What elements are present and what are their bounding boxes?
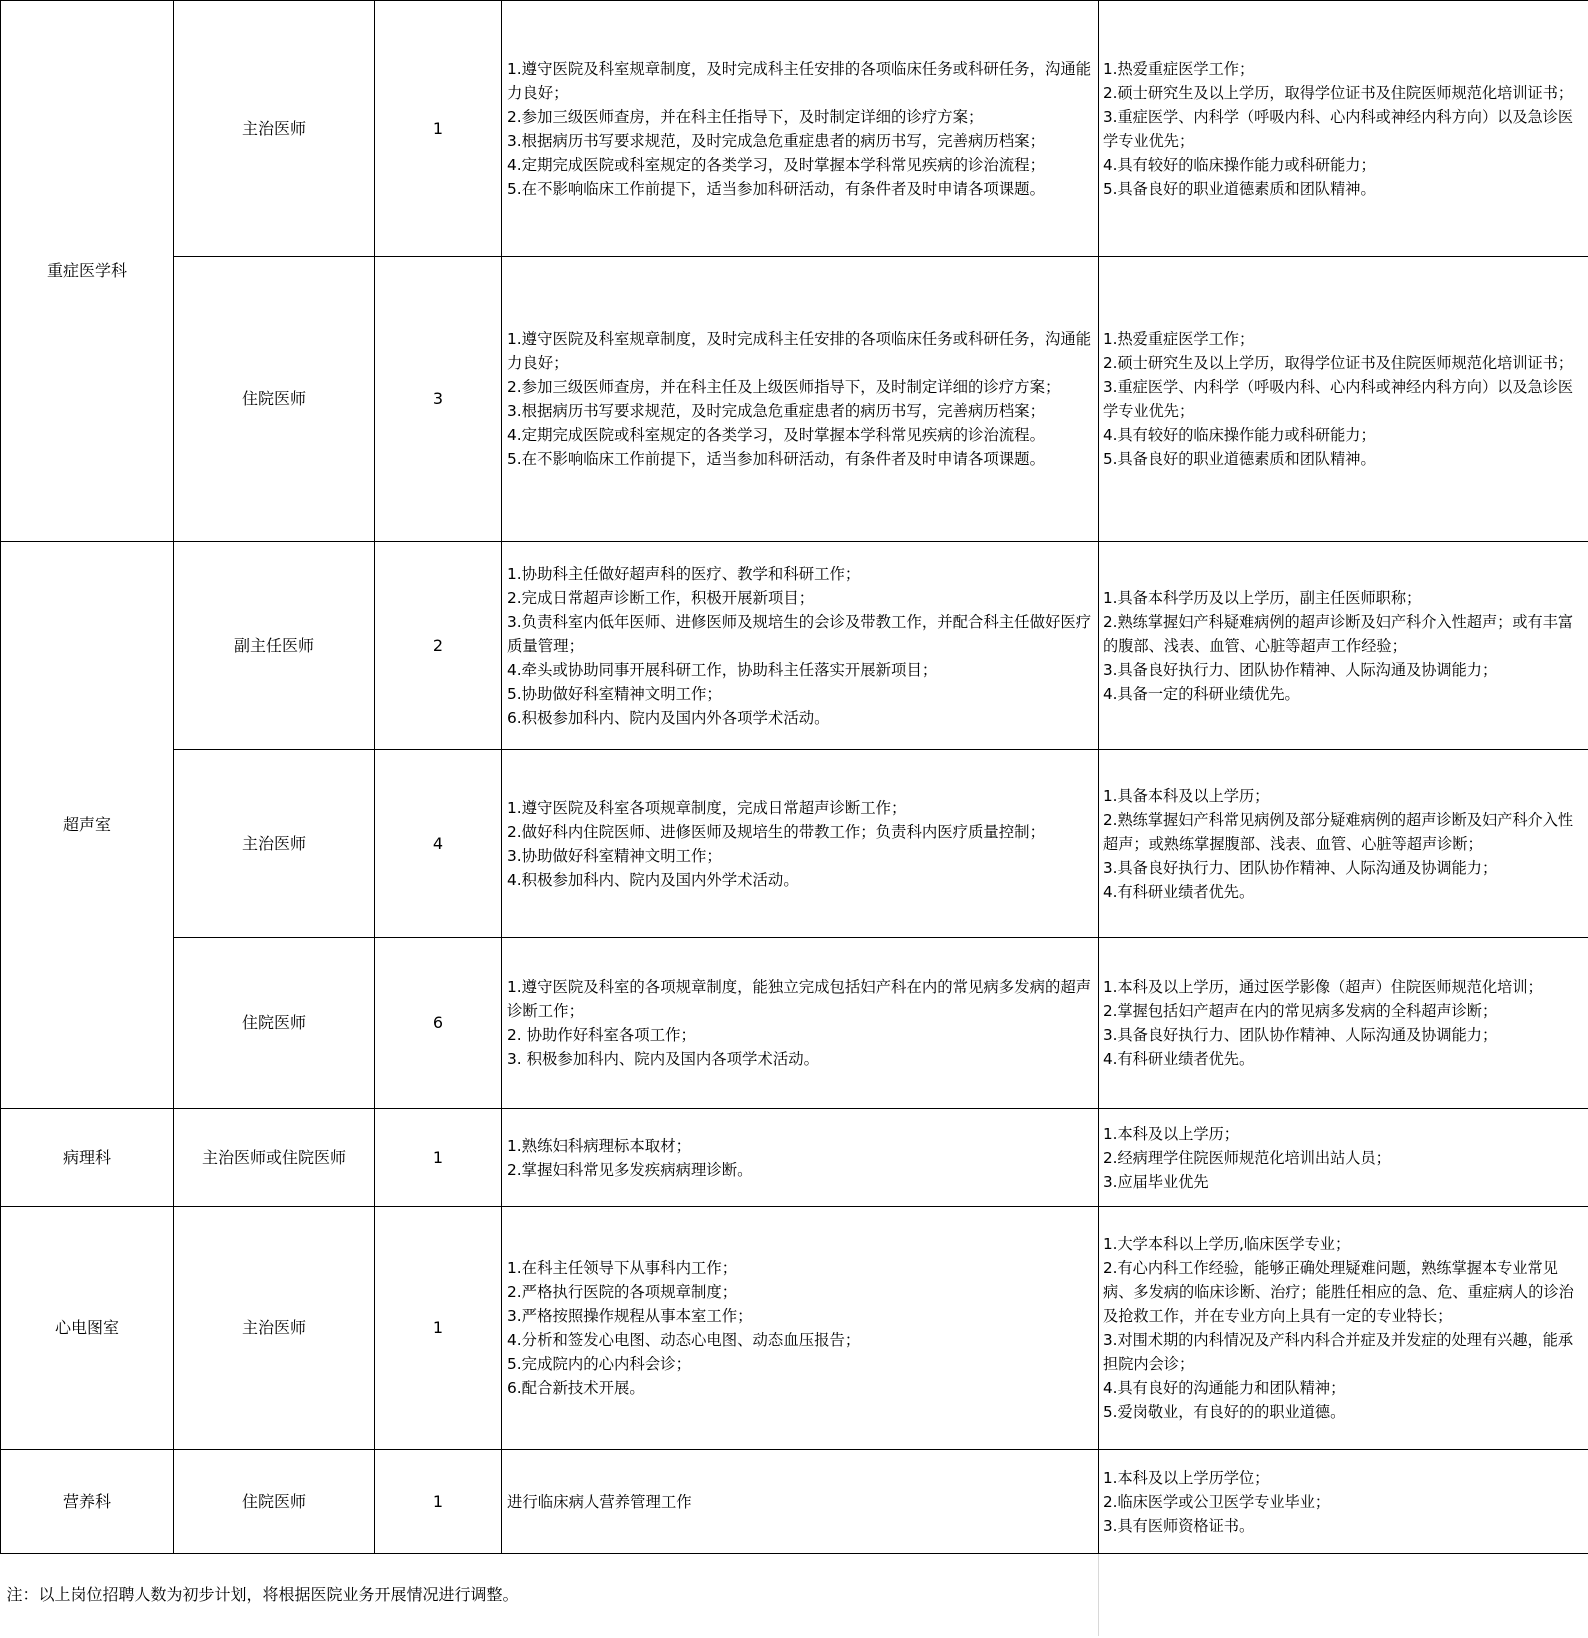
duties-cell-line: 5.完成院内的心内科会诊； <box>507 1355 691 1373</box>
requirements-cell-line: 2.临床医学或公卫医学专业毕业； <box>1103 1492 1331 1511</box>
department-cell: 心电图室 <box>1 1207 174 1450</box>
requirements-cell-line: 2.掌握包括妇产超声在内的常见病多发病的全科超声诊断； <box>1103 1002 1498 1020</box>
requirements-cell <box>1099 257 1588 542</box>
requirements-cell-line: 3.具备良好执行力、团队协作精神、人际沟通及协调能力； <box>1103 1026 1498 1044</box>
duties-cell-line: 4.定期完成医院或科室规定的各类学习，及时掌握本学科常见疾病的诊治流程； <box>507 155 1045 174</box>
table-row <box>1 1207 1588 1450</box>
position-cell: 主治医师或住院医师 <box>174 1109 375 1207</box>
duties-cell-line: 4.分析和签发心电图、动态心电图、动态血压报告； <box>507 1331 861 1349</box>
table-row <box>1 257 1588 542</box>
headcount-cell: 1 <box>375 1 502 257</box>
duties-cell-line: 3. 积极参加科内、院内及国内各项学术活动。 <box>507 1050 819 1068</box>
duties-cell <box>502 938 1099 1109</box>
duties-cell-line: 1.在科主任领导下从事科内工作； <box>507 1259 738 1277</box>
duties-cell <box>502 1109 1099 1207</box>
duties-cell-line: 3.负责科室内低年医师、进修医师及规培生的会诊及带教工作，并配合科主任做好医疗质量管理； <box>507 612 1092 655</box>
department-cell: 营养科 <box>1 1450 174 1554</box>
requirements-cell-line: 2.硕士研究生及以上学历，取得学位证书及住院医师规范化培训证书； <box>1103 354 1574 372</box>
requirements-cell-line: 1.本科及以上学历学位； <box>1103 1468 1270 1487</box>
requirements-cell <box>1099 1450 1588 1554</box>
duties-cell-line: 2. 协助作好科室各项工作； <box>507 1026 696 1044</box>
table-row <box>1 1 1588 257</box>
position-cell: 住院医师 <box>174 257 375 542</box>
duties-cell <box>502 1 1099 257</box>
position-cell: 主治医师 <box>174 1 375 257</box>
duties-cell-line: 5.在不影响临床工作前提下，适当参加科研活动，有条件者及时申请各项课题。 <box>507 179 1045 198</box>
requirements-cell-line: 3.对围术期的内科情况及产科内科合并症及并发症的处理有兴趣，能承担院内会诊； <box>1103 1331 1574 1373</box>
department-cell: 重症医学科 <box>1 1 174 542</box>
requirements-cell-line: 4.具备一定的科研业绩优先。 <box>1103 684 1300 703</box>
requirements-cell-line: 1.大学本科以上学历,临床医学专业； <box>1103 1235 1351 1253</box>
duties-cell-line: 3.根据病历书写要求规范，及时完成急危重症患者的病历书写，完善病历档案； <box>507 402 1045 420</box>
duties-cell-line: 进行临床病人营养管理工作 <box>507 1492 692 1511</box>
duties-cell <box>502 542 1099 750</box>
requirements-cell-line: 4.有科研业绩者优先。 <box>1103 1050 1255 1068</box>
duties-cell <box>502 257 1099 542</box>
duties-cell-line: 1.遵守医院及科室的各项规章制度，能独立完成包括妇产科在内的常见病多发病的超声诊断工作； <box>507 978 1092 1020</box>
requirements-cell <box>1099 1109 1588 1207</box>
duties-cell <box>502 1207 1099 1450</box>
requirements-cell-line: 1.具备本科及以上学历； <box>1103 786 1270 805</box>
duties-cell-line: 2.做好科内住院医师、进修医师及规培生的带教工作；负责科内医疗质量控制； <box>507 822 1045 841</box>
requirements-cell <box>1099 750 1588 938</box>
headcount-cell: 1 <box>375 1450 502 1554</box>
duties-cell-line: 1.协助科主任做好超声科的医疗、教学和科研工作； <box>507 564 861 583</box>
requirements-cell <box>1099 1 1588 257</box>
requirements-cell <box>1099 1207 1588 1450</box>
headcount-cell: 3 <box>375 257 502 542</box>
position-cell: 主治医师 <box>174 1207 375 1450</box>
duties-cell-line: 3.根据病历书写要求规范，及时完成急危重症患者的病历书写，完善病历档案； <box>507 131 1045 150</box>
duties-cell-line: 1.遵守医院及科室规章制度，及时完成科主任安排的各项临床任务或科研任务，沟通能力良好； <box>507 330 1092 372</box>
position-cell: 主治医师 <box>174 750 375 938</box>
requirements-cell-line: 3.应届毕业优先 <box>1103 1172 1209 1191</box>
duties-cell-line: 2.严格执行医院的各项规章制度； <box>507 1283 738 1301</box>
requirements-cell-line: 3.具备良好执行力、团队协作精神、人际沟通及协调能力； <box>1103 858 1498 877</box>
table-row <box>1 750 1588 938</box>
duties-cell-line: 3.严格按照操作规程从事本室工作； <box>507 1307 753 1325</box>
requirements-cell-line: 1.热爱重症医学工作； <box>1103 330 1255 348</box>
duties-cell-line: 6.积极参加科内、院内及国内外各项学术活动。 <box>507 708 830 727</box>
requirements-cell-line: 1.本科及以上学历； <box>1103 1124 1239 1143</box>
requirements-cell-line: 1.具备本科学历及以上学历，副主任医师职称； <box>1103 588 1422 607</box>
duties-cell-line: 1.熟练妇科病理标本取材； <box>507 1136 691 1155</box>
duties-cell-line: 2.参加三级医师查房，并在科主任指导下，及时制定详细的诊疗方案； <box>507 107 984 126</box>
duties-cell <box>502 750 1099 938</box>
requirements-cell-line: 2.熟练掌握妇产科常见病例及部分疑难病例的超声诊断及妇产科介入性超声；或熟练掌握腹部、浅表、血管、心脏等超声诊断； <box>1103 810 1574 853</box>
headcount-cell: 6 <box>375 938 502 1109</box>
table-row <box>1 1450 1588 1554</box>
position-cell: 住院医师 <box>174 938 375 1109</box>
empty-cell <box>1099 1554 1588 1636</box>
requirements-cell-line: 2.熟练掌握妇产科疑难病例的超声诊断及妇产科介入性超声；或有丰富的腹部、浅表、血管、心脏等超声工作经验； <box>1103 612 1574 655</box>
headcount-cell: 4 <box>375 750 502 938</box>
position-cell: 住院医师 <box>174 1450 375 1554</box>
requirements-cell-line: 1.热爱重症医学工作； <box>1103 59 1255 78</box>
requirements-cell-line: 1.本科及以上学历，通过医学影像（超声）住院医师规范化培训； <box>1103 978 1543 996</box>
requirements-cell-line: 4.具有较好的临床操作能力或科研能力； <box>1103 426 1376 444</box>
requirements-cell-line: 3.重症医学、内科学（呼吸内科、心内科或神经内科方向）以及急诊医学专业优先； <box>1103 107 1574 150</box>
table-row <box>1 938 1588 1109</box>
note-row <box>1 1554 1588 1636</box>
duties-cell-line: 2.掌握妇科常见多发疾病病理诊断。 <box>507 1160 753 1179</box>
duties-cell-line: 5.在不影响临床工作前提下，适当参加科研活动，有条件者及时申请各项课题。 <box>507 450 1045 468</box>
requirements-cell <box>1099 938 1588 1109</box>
requirements-cell-line: 4.具有较好的临床操作能力或科研能力； <box>1103 155 1376 174</box>
duties-cell-line: 3.协助做好科室精神文明工作； <box>507 846 722 865</box>
duties-cell-line: 4.定期完成医院或科室规定的各类学习，及时掌握本学科常见疾病的诊治流程。 <box>507 426 1045 444</box>
duties-cell-line: 6.配合新技术开展。 <box>507 1379 645 1397</box>
requirements-cell-line: 5.具备良好的职业道德素质和团队精神。 <box>1103 450 1376 468</box>
table-row <box>1 1109 1588 1207</box>
requirements-cell-line: 5.爱岗敬业，有良好的的职业道德。 <box>1103 1403 1346 1421</box>
requirements-cell-line: 2.经病理学住院医师规范化培训出站人员； <box>1103 1148 1391 1167</box>
table-row <box>1 542 1588 750</box>
requirements-cell-line: 2.硕士研究生及以上学历，取得学位证书及住院医师规范化培训证书； <box>1103 83 1574 102</box>
requirements-cell-line: 2.有心内科工作经验，能够正确处理疑难问题，熟练掌握本专业常见病、多发病的临床诊断、治疗；能胜任相应的急、危、重症病人的诊治及抢救工作，并在专业方向上具有一定的专业特长； <box>1103 1259 1574 1325</box>
requirements-cell <box>1099 542 1588 750</box>
requirements-cell-line: 3.具有医师资格证书。 <box>1103 1516 1255 1535</box>
requirements-cell-line: 4.具有良好的沟通能力和团队精神； <box>1103 1379 1346 1397</box>
duties-cell-line: 1.遵守医院及科室各项规章制度，完成日常超声诊断工作； <box>507 798 907 817</box>
headcount-cell: 1 <box>375 1109 502 1207</box>
duties-cell-line: 5.协助做好科室精神文明工作； <box>507 684 722 703</box>
footnote: 注：以上岗位招聘人数为初步计划，将根据医院业务开展情况进行调整。 <box>6 1584 519 1604</box>
duties-cell-line: 4.积极参加科内、院内及国内外学术活动。 <box>507 870 799 889</box>
duties-cell-line: 2.完成日常超声诊断工作，积极开展新项目； <box>507 588 815 607</box>
requirements-cell-line: 5.具备良好的职业道德素质和团队精神。 <box>1103 179 1376 198</box>
department-cell: 超声室 <box>1 542 174 1109</box>
headcount-cell: 1 <box>375 1207 502 1450</box>
requirements-cell-line: 4.有科研业绩者优先。 <box>1103 882 1255 901</box>
position-cell: 副主任医师 <box>174 542 375 750</box>
duties-cell-line: 1.遵守医院及科室规章制度，及时完成科主任安排的各项临床任务或科研任务，沟通能力良好； <box>507 59 1092 102</box>
duties-cell <box>502 1450 1099 1554</box>
requirements-cell-line: 3.重症医学、内科学（呼吸内科、心内科或神经内科方向）以及急诊医学专业优先； <box>1103 378 1574 420</box>
headcount-cell: 2 <box>375 542 502 750</box>
duties-cell-line: 4.牵头或协助同事开展科研工作，协助科主任落实开展新项目； <box>507 660 938 679</box>
duties-cell-line: 2.参加三级医师查房，并在科主任及上级医师指导下，及时制定详细的诊疗方案； <box>507 378 1061 396</box>
requirements-cell-line: 3.具备良好执行力、团队协作精神、人际沟通及协调能力； <box>1103 660 1498 679</box>
department-cell: 病理科 <box>1 1109 174 1207</box>
